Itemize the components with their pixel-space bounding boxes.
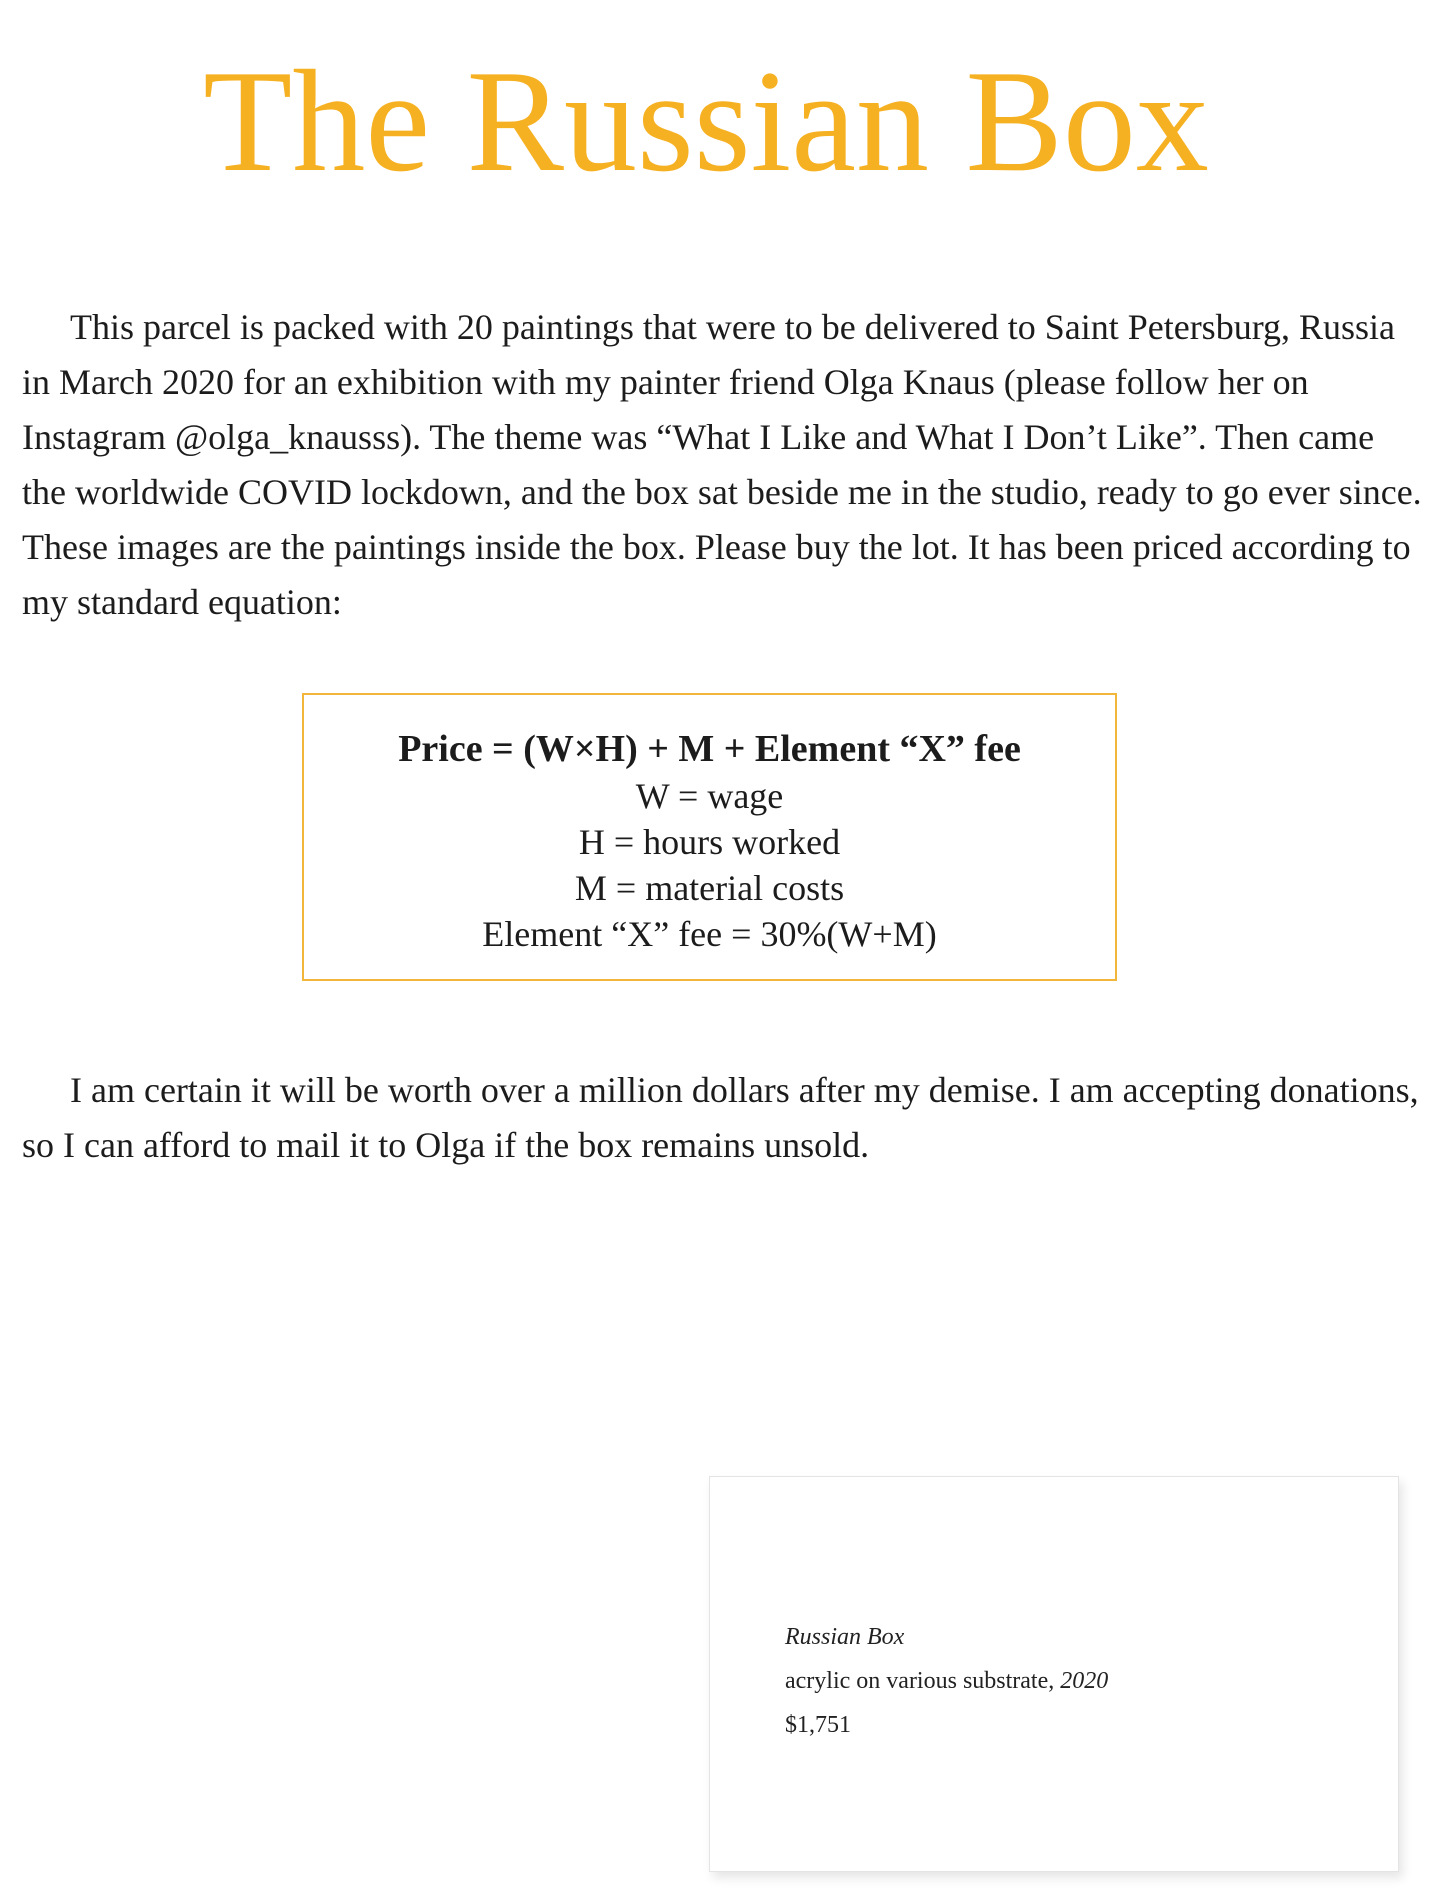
artwork-year: 2020	[1060, 1668, 1109, 1694]
artwork-label-text	[785, 1615, 1108, 1747]
formula-definition-hours: H = hours worked	[578, 822, 841, 862]
closing-paragraph: I am certain it will be worth over a million dollars after my demise. I am accepting donations, so I can afford to mail it to Olga if the box remains unsold.	[22, 1070, 1419, 1165]
formula-definition-wage: W = wage	[635, 776, 784, 816]
formula-definition-element-x: Element “X” fee = 30%(W+M)	[482, 914, 937, 954]
artwork-label-card	[709, 1476, 1399, 1872]
pricing-formula: Price = (W×H) + M + Element “X” fee	[398, 728, 1021, 770]
formula-definition-materials: M = material costs	[574, 868, 845, 908]
pricing-formula-box	[302, 693, 1117, 981]
intro-paragraph: This parcel is packed with 20 paintings that were to be delivered to Saint Petersburg, Russia in March 2020 for an exhibition with my painter friend Olga Knaus (please follow her on Instagram @olga_knausss). The theme was “What I Like and What I Don’t Like”. Then came the worldwide COVID lockdown, and the box sat beside me in the studio, ready to go ever since. These images are the paintings inside the box. Please buy the lot. It has been priced according to my standard equation:	[22, 307, 1422, 622]
artwork-medium-line	[785, 1659, 1108, 1703]
artwork-medium: acrylic on various substrate,	[785, 1668, 1055, 1694]
artwork-price: $1,751	[785, 1712, 851, 1738]
artwork-title: Russian Box	[785, 1624, 905, 1650]
page-title: The Russian Box	[203, 40, 1209, 202]
